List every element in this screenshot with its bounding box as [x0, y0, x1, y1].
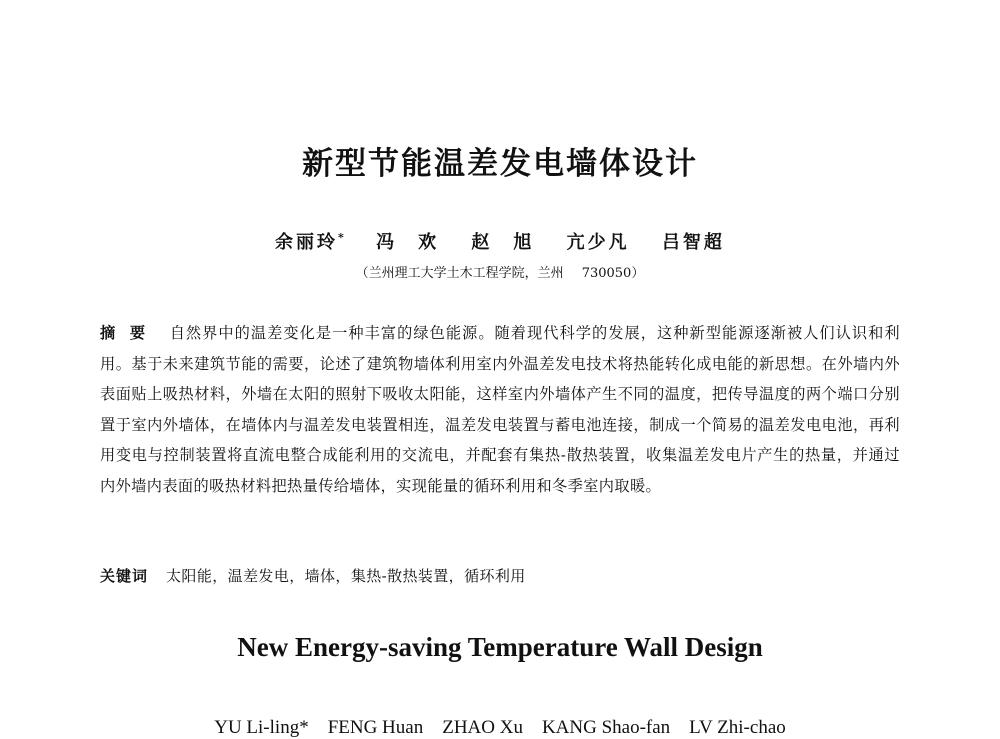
author-1-name: 余丽玲 [275, 232, 339, 253]
author-4: 亢少凡 [566, 232, 630, 253]
author-3: 赵 旭 [471, 232, 535, 253]
english-title: New Energy-saving Temperature Wall Design [237, 632, 763, 662]
chinese-title: 新型节能温差发电墙体设计 [302, 146, 698, 182]
author-2: 冯 欢 [376, 232, 440, 253]
abstract-label: 摘要 [100, 324, 160, 342]
author-1 [275, 232, 344, 253]
keywords [100, 565, 900, 586]
postal-code: 730050） [581, 266, 645, 281]
affiliation [0, 262, 1000, 281]
affiliation-text: （兰州理工大学土木工程学院，兰州 [355, 266, 564, 281]
abstract-text: 自然界中的温差变化是一种丰富的绿色能源。随着现代科学的发展，这种新型能源逐渐被人们认识和利用。基于未来建筑节能的需要，论述了建筑物墙体利用室内外温差发电技术将热能转化成电能的新思想。在外墙内外表面贴上吸热材料，外墙在太阳的照射下吸收太阳能，这样室内外墙体产生不同的温度，把传导温度的两个端口分别置于室内外墙体，在墙体内与温差发电装置相连，温差发电装置与蓄电池连接，制成一个简易的温差发电电池，再利用变电与控制装置将直流电整合成能利用的交流电，并配套有集热-散热装置，收集温差发电片产生的热量，并通过内外墙内表面的吸热材料把热量传给墙体，实现能量的循环利用和冬季室内取暖。 [100, 324, 900, 495]
keywords-text: 太阳能，温差发电，墙体，集热-散热装置，循环利用 [166, 567, 526, 585]
author-list [0, 228, 1000, 254]
author-5: 吕智超 [661, 232, 725, 253]
english-author-list: YU Li-ling* FENG Huan ZHAO Xu KANG Shao-fan LV Zhi-chao [214, 717, 786, 738]
abstract [100, 318, 900, 501]
corresponding-author-mark: * [338, 231, 344, 244]
keywords-label: 关键词 [100, 567, 149, 585]
